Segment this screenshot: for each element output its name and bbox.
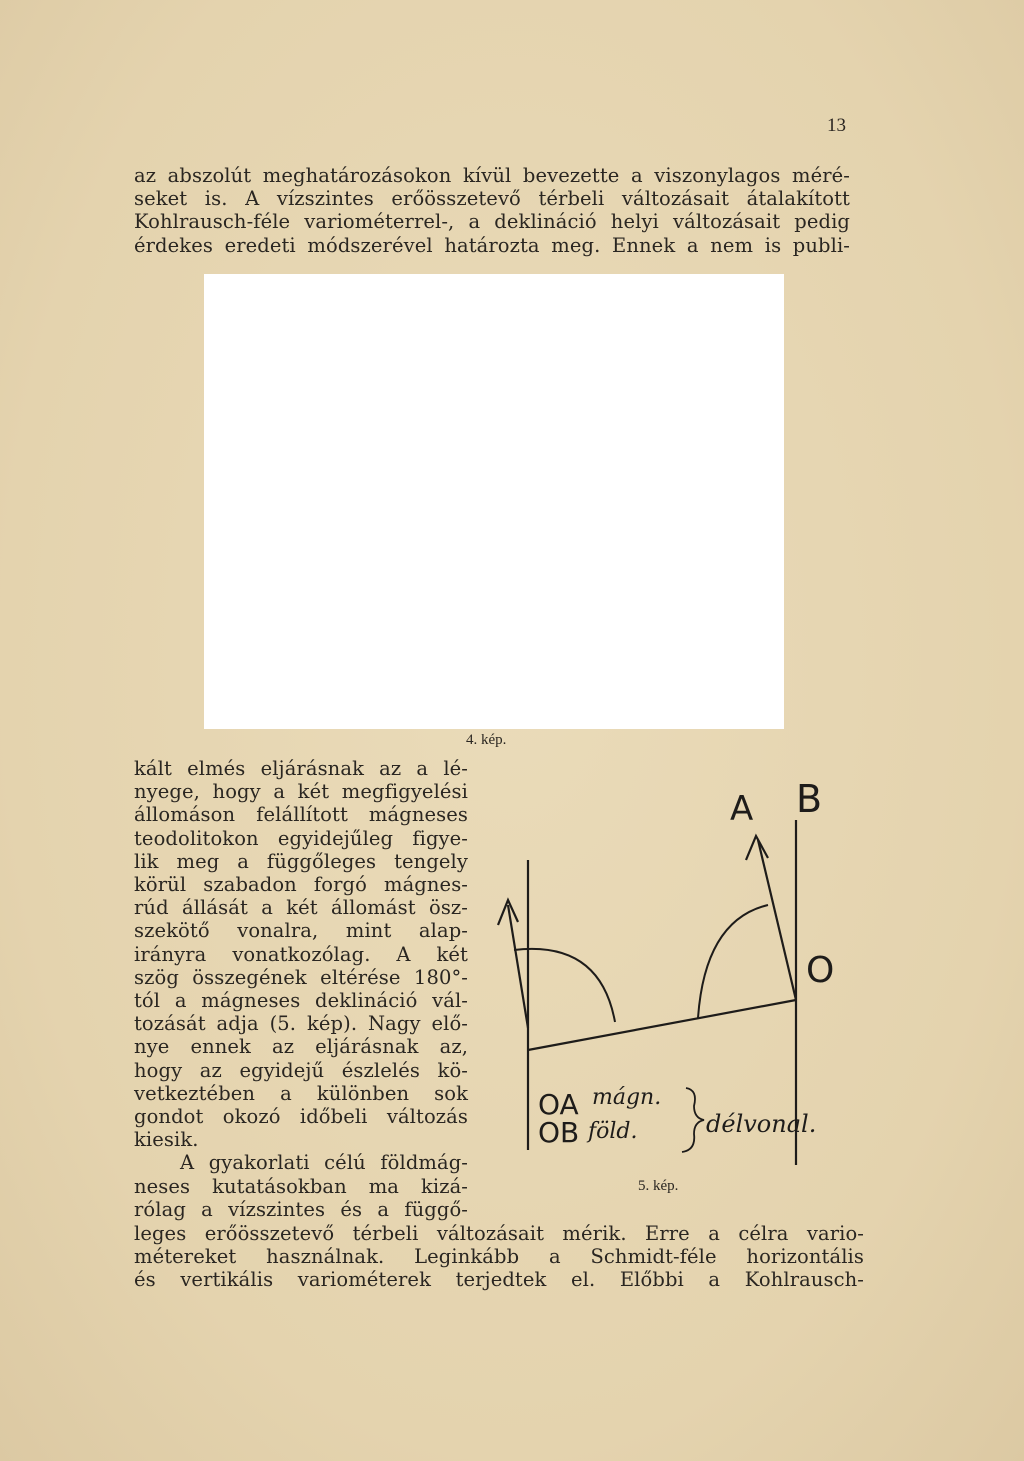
left-column-paragraph (134, 757, 468, 1221)
right-arrow-head (746, 836, 768, 860)
text-line: rúd állását a két állomást ösz- (134, 896, 468, 920)
text-line: métereket használnak. Leginkább a Schmidt-féle horizontális (134, 1245, 864, 1269)
figure-5-caption: 5. kép. (638, 1178, 679, 1194)
text-line: nyege, hogy a két megfigyelési (134, 780, 468, 804)
text-line: seket is. A vízszintes erőösszetevő térbeli változásait átalakított (134, 187, 850, 211)
label-delvonal: délvonal. (706, 1110, 817, 1138)
text-line: hogy az egyidejű észlelés kö- (134, 1058, 468, 1082)
top-paragraph (134, 164, 850, 257)
page-number: 13 (827, 115, 846, 136)
text-line: kiesik. (134, 1128, 199, 1152)
text-line: gondot okozó időbeli változás (134, 1105, 468, 1129)
figure-4-caption: 4. kép. (466, 732, 507, 748)
figure-4-photo (204, 274, 784, 729)
baseline (528, 1000, 796, 1050)
text-line: kált elmés eljárásnak az a lé- (134, 757, 468, 780)
text-line: irányra vonatkozólag. A két (134, 942, 468, 966)
text-line: szög összegének eltérése 180°- (134, 965, 468, 989)
text-line: neses kutatásokban ma kizá- (134, 1174, 468, 1198)
label-oa: OA (538, 1088, 579, 1121)
text-line: az abszolút meghatározásokon kívül bevezette a viszonylagos méré- (134, 164, 850, 187)
label-fold: föld. (588, 1119, 638, 1144)
text-line: Kohlrausch-féle variométerrel-, a deklináció helyi változásait pedig (134, 210, 850, 234)
text-line: vetkeztében a különben sok (134, 1081, 468, 1105)
label-magn: mágn. (592, 1085, 662, 1110)
left-arrow-head (498, 900, 518, 925)
right-needle-line (758, 840, 796, 1000)
text-line: nye ennek az eljárásnak az, (134, 1035, 468, 1059)
text-line: teodolitokon egyidejűleg figye- (134, 826, 468, 850)
figure-5-diagram (490, 760, 870, 1170)
text-line: leges erőösszetevő térbeli változásait mérik. Erre a célra vario- (134, 1222, 864, 1245)
grouping-brace (682, 1088, 704, 1152)
text-line: lik meg a függőleges tengely (134, 849, 468, 873)
bottom-paragraph (134, 1222, 864, 1292)
label-b: B (796, 777, 823, 821)
label-o: O (806, 950, 835, 991)
text-line: tozását adja (5. kép). Nagy elő- (134, 1012, 468, 1036)
left-angle-arc (514, 949, 615, 1022)
left-needle-line (508, 905, 528, 1028)
text-line: érdekes eredeti módszerével határozta meg. Ennek a nem is publi- (134, 233, 850, 257)
text-line: A gyakorlati célú földmág- (180, 1151, 468, 1175)
text-line: állomáson felállított mágneses (134, 803, 468, 827)
text-line: és vertikális variométerek terjedtek el. Előbbi a Kohlrausch- (134, 1268, 864, 1292)
text-line: rólag a vízszintes és a függő- (134, 1197, 468, 1221)
text-line: tól a mágneses deklináció vál- (134, 989, 468, 1013)
label-ob: OB (538, 1116, 580, 1149)
text-line: körül szabadon forgó mágnes- (134, 873, 468, 897)
right-angle-arc (698, 905, 768, 1018)
text-line: szekötő vonalra, mint alap- (134, 919, 468, 943)
label-a: A (730, 789, 754, 829)
